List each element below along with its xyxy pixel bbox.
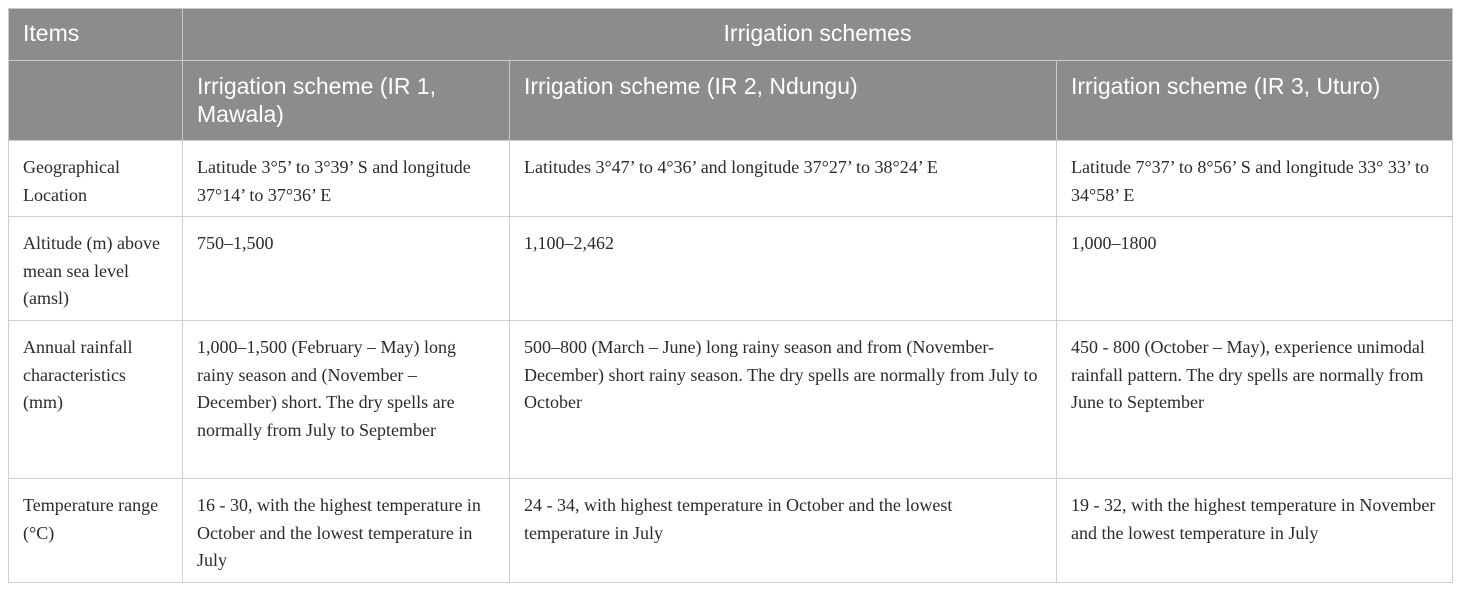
table-cell: 1,100–2,462 bbox=[510, 217, 1057, 321]
table-cell: Latitudes 3°47’ to 4°36’ and longitude 37°27’ to 38°24’ E bbox=[510, 141, 1057, 217]
header-row-1 bbox=[9, 9, 1453, 61]
irrigation-schemes-table-container bbox=[8, 8, 1452, 583]
header-scheme-ir2: Irrigation scheme (IR 2, Ndungu) bbox=[510, 61, 1057, 141]
table-cell: 24 - 34, with highest temperature in October and the lowest temperature in July bbox=[510, 479, 1057, 583]
row-label: Geographical Location bbox=[9, 141, 183, 217]
table-row-altitude bbox=[9, 217, 1453, 321]
row-label: Temperature range (°C) bbox=[9, 479, 183, 583]
header-empty-cell bbox=[9, 61, 183, 141]
table-cell: Latitude 3°5’ to 3°39’ S and longitude 37°14’ to 37°36’ E bbox=[183, 141, 510, 217]
table-cell: 500–800 (March – June) long rainy season and from (November-December) short rainy season. The dry spells are normally from July to October bbox=[510, 321, 1057, 479]
header-irrigation-schemes: Irrigation schemes bbox=[183, 9, 1453, 61]
header-items: Items bbox=[9, 9, 183, 61]
table-row-geographical-location bbox=[9, 141, 1453, 217]
table-cell: 1,000–1800 bbox=[1057, 217, 1453, 321]
header-row-2 bbox=[9, 61, 1453, 141]
table-row-annual-rainfall bbox=[9, 321, 1453, 479]
table-cell: 750–1,500 bbox=[183, 217, 510, 321]
table-body bbox=[9, 141, 1453, 583]
table-cell: 1,000–1,500 (February – May) long rainy season and (November – December) short. The dry spells are normally from July to September bbox=[183, 321, 510, 479]
table-cell: 16 - 30, with the highest temperature in October and the lowest temperature in July bbox=[183, 479, 510, 583]
table-header bbox=[9, 9, 1453, 141]
table-cell: 19 - 32, with the highest temperature in November and the lowest temperature in July bbox=[1057, 479, 1453, 583]
table-cell: Latitude 7°37’ to 8°56’ S and longitude 33° 33’ to 34°58’ E bbox=[1057, 141, 1453, 217]
table-cell: 450 - 800 (October – May), experience unimodal rainfall pattern. The dry spells are normally from June to September bbox=[1057, 321, 1453, 479]
row-label: Annual rainfall characteristics (mm) bbox=[9, 321, 183, 479]
table-row-temperature-range bbox=[9, 479, 1453, 583]
row-label: Altitude (m) above mean sea level (amsl) bbox=[9, 217, 183, 321]
header-scheme-ir3: Irrigation scheme (IR 3, Uturo) bbox=[1057, 61, 1453, 141]
header-scheme-ir1: Irrigation scheme (IR 1, Mawala) bbox=[183, 61, 510, 141]
irrigation-schemes-table bbox=[8, 8, 1453, 583]
